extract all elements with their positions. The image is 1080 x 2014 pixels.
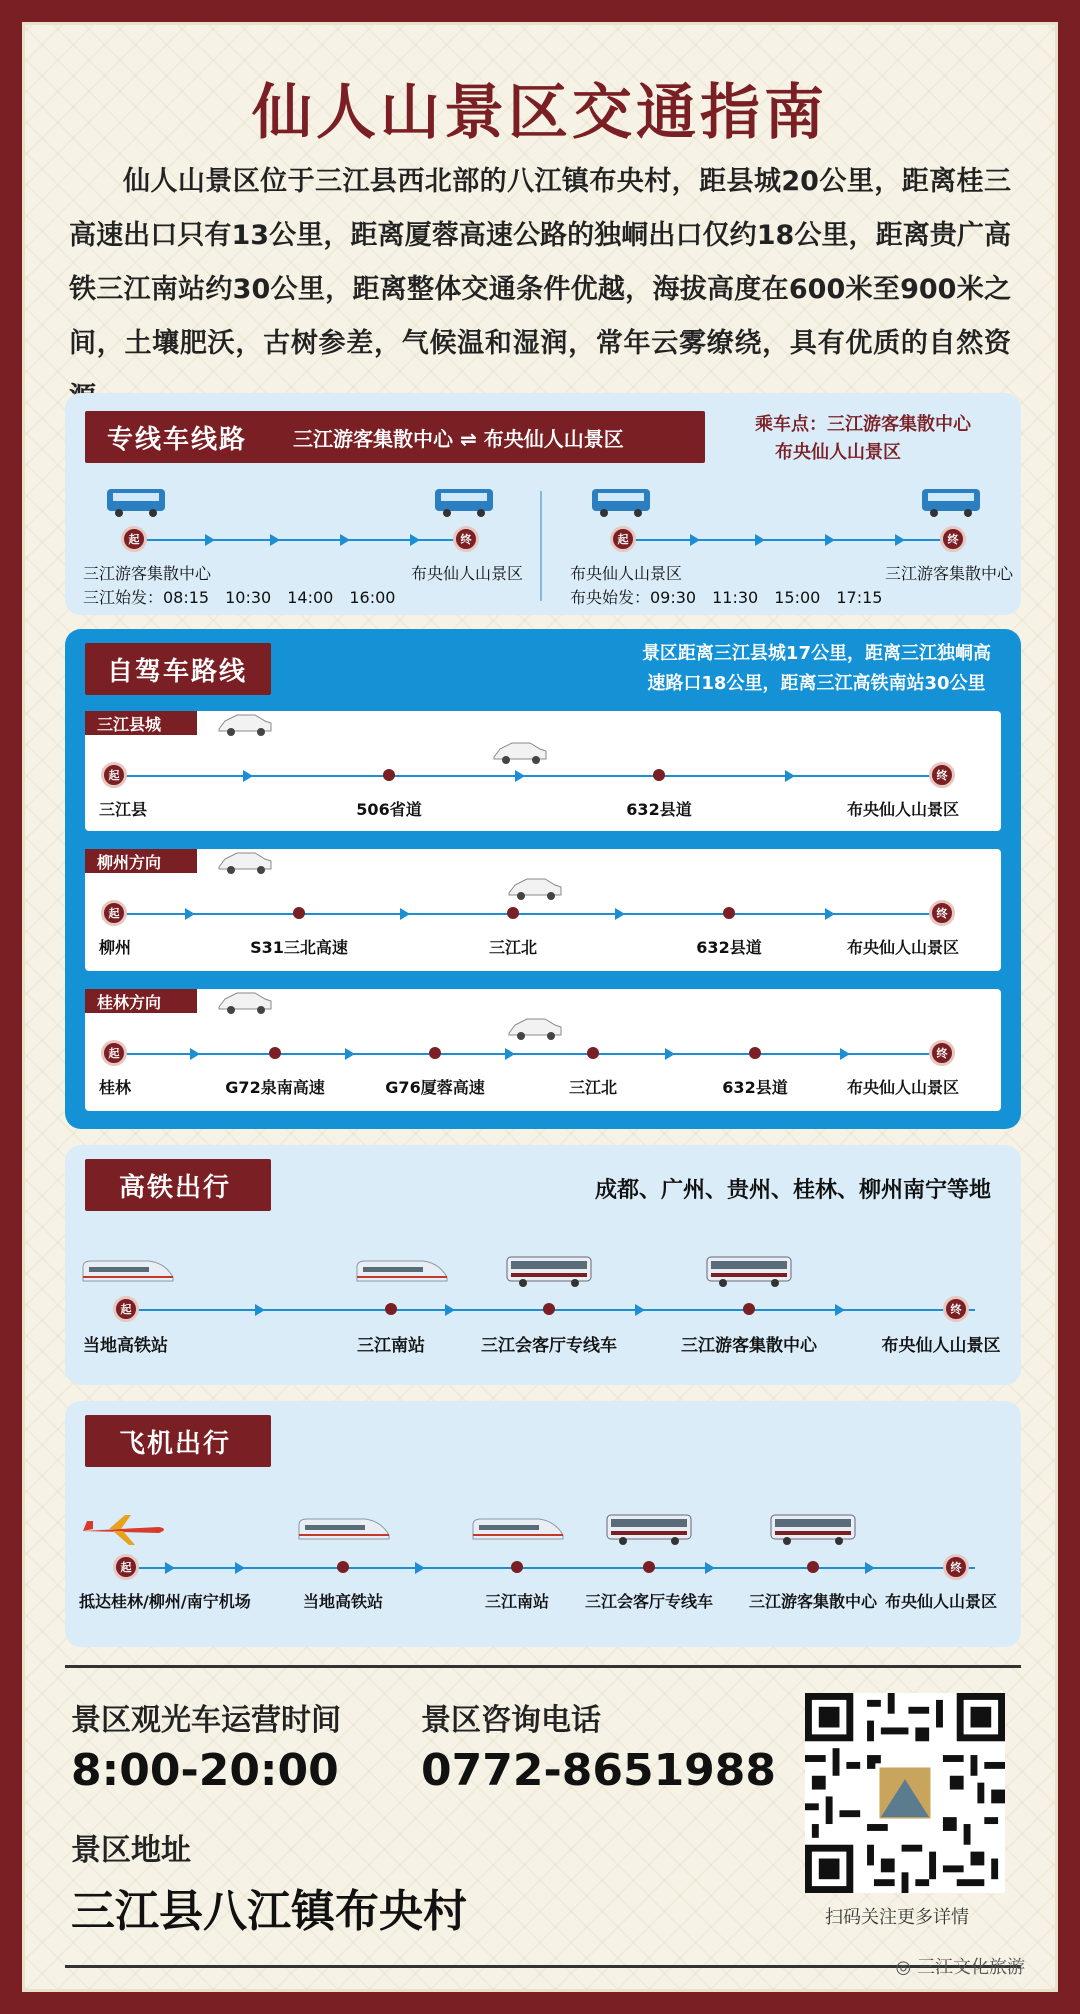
stop-dot [653,769,665,781]
bus-left-start: 三江游客集散中心 [83,564,212,583]
route-arrow [835,1304,845,1316]
stop-label: 632县道 [722,1078,788,1097]
bus-right-start: 布央仙人山景区 [570,564,683,583]
stop-label: 632县道 [626,800,692,819]
qr-code-icon[interactable] [805,1693,1005,1893]
route-arrow [415,1562,425,1574]
drive-card-tag: 柳州方向 [85,849,197,873]
intro-paragraph: 仙人山景区位于三江县西北部的八江镇布央村，距县城20公里，距离桂三高速出口只有13公里，距离厦蓉高速公路的独峒出口仅约18公里，距离贵广高铁三江南站约30公里，距离整体交通条件优越，海拔高度在600米至900米之间，土壤肥沃，古树参差，气候温和湿润，常年云雾缭绕，具有优质的自然资 [69,166,1011,359]
stop-dot [429,1047,441,1059]
qr-caption: 扫码关注更多详情 [825,1907,969,1928]
bus-right-end: 三江游客集散中心 [885,564,1014,583]
train-icon [79,1255,175,1287]
stop-label: 三江游客集散中心 [748,1592,878,1611]
car-icon [490,739,550,765]
route-arrow [340,534,350,546]
stop-label: 三江县 [99,800,148,819]
phone-label: 景区咨询电话 [421,1703,601,1738]
divider-bottom [65,1965,1021,1968]
stop-label: 三江会客厅专线车 [481,1336,617,1356]
stop-dot [723,907,735,919]
drive-note [642,639,991,699]
stop-dot [587,1047,599,1059]
wechat-icon: ◎ [895,1957,912,1978]
watermark [896,1953,1025,1979]
bus-divider [540,491,542,601]
route-arrow [255,1304,265,1316]
route-arrow [185,908,195,920]
bus-section [65,393,1021,615]
poster-frame [22,22,1058,1992]
route-arrow [865,1562,875,1574]
stop-dot [269,1047,281,1059]
air-tag-label: 飞机出行 [119,1428,232,1459]
stop-label: 布央仙人山景区 [846,1078,960,1097]
page-title: 仙人山景区交通指南 [252,78,828,148]
drive-card-tag: 三江县城 [85,711,197,735]
stop-dot [543,1303,555,1315]
stop-label: 柳州 [99,938,132,957]
route-arrow [400,908,410,920]
rail-tag [85,1159,271,1211]
bus-tag [85,411,705,463]
route-arrow [665,1048,675,1060]
stop-label: 三江北 [488,938,538,957]
end-marker: 终 [940,526,966,552]
start-marker: 起 [101,900,127,926]
drive-note-line1: 景区距离三江县城17公里，距离三江独峒高 [641,643,991,664]
end-marker: 终 [943,1296,969,1322]
route-arrow [825,534,835,546]
stop-dot [383,769,395,781]
stop-label: 三江南站 [484,1592,550,1611]
route-arrow [895,534,905,546]
stop-label: G76厦蓉高速 [385,1078,485,1097]
train-icon [469,1513,565,1545]
route-arrow [205,534,215,546]
car-icon [215,711,275,737]
bus-left-times: 三江始发：08:15 10:30 14:00 16:00 [83,588,396,607]
train-icon [353,1255,449,1287]
stop-dot [337,1561,349,1573]
pickup-note [755,411,971,467]
phone-value: 0772-8651988 [421,1745,777,1796]
route-arrow [505,1048,515,1060]
stop-label: 布央仙人山景区 [884,1592,998,1611]
stop-label: 抵达桂林/柳州/南宁机场 [79,1592,251,1611]
stop-label: 当地高铁站 [302,1592,384,1611]
stop-label: G72泉南高速 [225,1078,325,1097]
route-arrow [190,1048,200,1060]
route-line [115,1053,945,1055]
start-marker: 起 [101,1040,127,1066]
start-marker: 起 [121,526,147,552]
start-marker: 起 [610,526,636,552]
route-arrow [635,1304,645,1316]
stop-dot [385,1303,397,1315]
stop-dot [807,1561,819,1573]
drive-card-sanjiang [85,711,1001,831]
route-arrow [515,770,525,782]
route-line [115,913,945,915]
bus-icon [920,487,984,519]
drive-note-line2: 速路口18公里，距离三江高铁南站30公里 [647,673,986,694]
drive-section [65,629,1021,1129]
route-arrow [445,1304,455,1316]
drive-card-tag: 桂林方向 [85,989,197,1013]
stop-dot [507,907,519,919]
hours-value: 8:00-20:00 [71,1745,339,1796]
drive-card-liuzhou [85,849,1001,971]
route-arrow [235,1562,245,1574]
route-arrow [705,1562,715,1574]
stop-dot [293,907,305,919]
stop-label: 当地高铁站 [83,1336,168,1356]
stop-label: S31三北高速 [250,938,348,957]
bus-tag-label: 专线车线路 [107,424,248,455]
air-section [65,1401,1021,1647]
car-icon [505,875,565,901]
end-marker: 终 [929,762,955,788]
rail-tag-label: 高铁出行 [119,1172,232,1203]
stop-label: 三江南站 [357,1336,425,1356]
start-marker: 起 [101,762,127,788]
drive-card-guilin [85,989,1001,1111]
end-marker: 终 [453,526,479,552]
bus-icon [433,487,497,519]
route-line [115,775,945,777]
stop-dot [643,1561,655,1573]
stop-dot [511,1561,523,1573]
route-arrow [270,534,280,546]
car-icon [215,989,275,1015]
watermark-text: 三江文化旅游 [917,1957,1025,1978]
stop-label: 三江北 [568,1078,618,1097]
pickup-line1: 乘车点：三江游客集散中心 [755,414,971,435]
stop-label: 布央仙人山景区 [881,1336,1001,1356]
air-tag [85,1415,271,1467]
bus-route-label: 三江游客集散中心 ⇌ 布央仙人山景区 [293,426,624,451]
rail-section [65,1145,1021,1385]
route-arrow [825,908,835,920]
start-marker: 起 [113,1554,139,1580]
stop-dot [743,1303,755,1315]
start-marker: 起 [113,1296,139,1322]
coach-icon [605,1511,693,1547]
address-value: 三江县八江镇布央村 [71,1886,467,1937]
stop-label: 布央仙人山景区 [846,800,960,819]
stop-label: 632县道 [696,938,762,957]
divider-top [65,1665,1021,1668]
drive-tag [85,643,271,695]
stop-label: 桂林 [99,1078,132,1097]
end-marker: 终 [943,1554,969,1580]
drive-tag-label: 自驾车路线 [107,656,248,687]
pickup-line2: 布央仙人山景区 [775,442,901,463]
stop-label: 506省道 [356,800,422,819]
coach-icon [769,1511,857,1547]
bus-left-end: 布央仙人山景区 [411,564,524,583]
coach-icon [505,1253,593,1289]
address-label: 景区地址 [71,1833,191,1868]
route-arrow [345,1048,355,1060]
bus-icon [590,487,654,519]
route-arrow [615,908,625,920]
end-marker: 终 [929,1040,955,1066]
airplane-icon [79,1513,169,1547]
rail-note: 成都、广州、贵州、桂林、柳州南宁等地 [594,1178,991,1203]
bus-icon [105,487,169,519]
stop-label: 三江会客厅专线车 [584,1592,714,1611]
train-icon [295,1513,391,1545]
stop-label: 布央仙人山景区 [846,938,960,957]
car-icon [215,849,275,875]
route-line [625,539,955,541]
stop-dot [749,1047,761,1059]
route-arrow [243,770,253,782]
route-arrow [690,534,700,546]
route-arrow [410,534,420,546]
coach-icon [705,1253,793,1289]
route-arrow [840,1048,850,1060]
car-icon [505,1015,565,1041]
bus-right-times: 布央始发：09:30 11:30 15:00 17:15 [570,588,883,607]
route-arrow [755,534,765,546]
end-marker: 终 [929,900,955,926]
route-arrow [165,1562,175,1574]
stop-label: 三江游客集散中心 [681,1336,817,1356]
hours-label: 景区观光车运营时间 [71,1703,341,1738]
route-arrow [785,770,795,782]
